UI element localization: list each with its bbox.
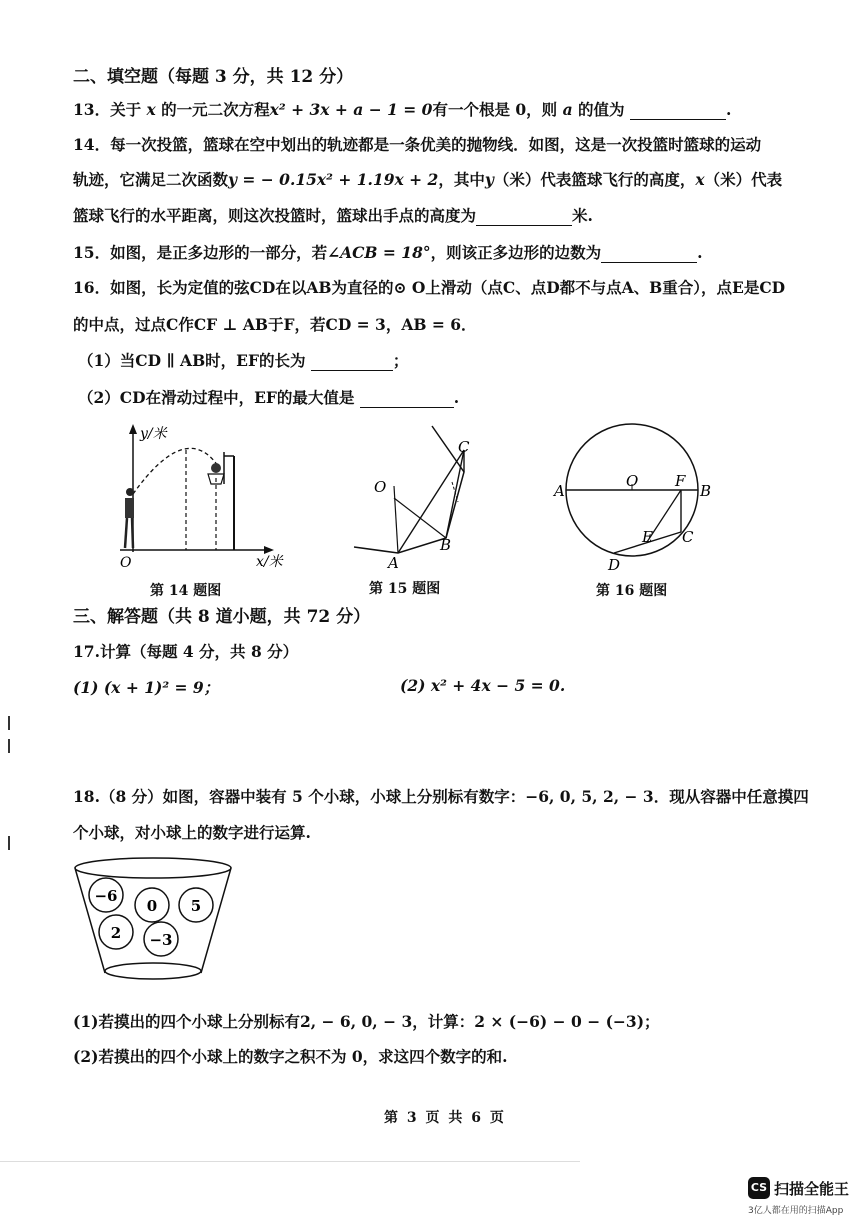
q16-sub1-blank[interactable] (311, 354, 393, 371)
section-title-solutions: 三、解答题（共 8 道小题，共 72 分） (73, 607, 371, 627)
fig16-caption: 第 16 题图 (596, 583, 668, 599)
q14-text-c: （米）代表篮球飞行的高度， (493, 170, 696, 189)
q13-text-d: 的值为 (578, 100, 625, 119)
ball-1 (89, 878, 123, 912)
q15-text-a: 15．如图，是正多边形的一部分，若 (73, 243, 328, 262)
q16-sub-1 (78, 349, 408, 371)
q14-function: y = − 0.15x² + 1.19x + 2 (228, 170, 439, 189)
fig15-label-O: O (374, 478, 387, 496)
q13-text-c: 有一个根是 0，则 (432, 100, 558, 119)
camscanner-name: 扫描全能王 (774, 1180, 850, 1198)
ball-4-number: 2 (110, 924, 122, 942)
q16-sub2-end: . (453, 388, 460, 407)
fig15-line-OA (394, 486, 398, 553)
q18-container-figure (70, 853, 240, 983)
camscanner-logo-icon: CS (748, 1177, 770, 1199)
fig14-player-leg-1 (125, 518, 127, 548)
q16-sub-2 (78, 386, 459, 408)
fig16-label-E: E (642, 528, 653, 546)
ball-5 (144, 922, 178, 956)
q13-answer-blank[interactable] (630, 103, 726, 120)
q14-var-y: y (484, 170, 494, 189)
fig14-x-label: x/米 (256, 554, 283, 570)
scan-edge-mark-1 (8, 716, 10, 730)
fig14-y-label: y/米 (140, 426, 167, 442)
scan-edge-mark-3 (8, 836, 10, 850)
q13-end: . (725, 100, 732, 119)
ball-4 (99, 915, 133, 949)
page-number: 第 3 页 共 6 页 (384, 1110, 506, 1126)
fig15-label-A: A (388, 554, 399, 572)
q15-end: . (697, 243, 703, 262)
fig14-y-arrow (129, 424, 137, 434)
question-13 (73, 98, 731, 120)
fig16-label-F: F (675, 472, 686, 490)
q18-line-2: 个小球，对小球上的数字进行运算. (73, 823, 311, 842)
q14-answer-blank[interactable] (476, 209, 572, 226)
q15-answer-blank[interactable] (601, 246, 697, 263)
fig16-label-D: D (608, 556, 621, 574)
fig14-caption: 第 14 题图 (150, 583, 222, 599)
fig16-label-C: C (682, 528, 694, 546)
scan-edge-mark-2 (8, 739, 10, 753)
fig14-origin: O (120, 555, 132, 571)
q16-sub1-text: （1）当CD ∥ AB时，EF的长为 (78, 351, 306, 370)
q14-text-b: ，其中 (438, 170, 485, 189)
q18-line-1: 18.（8 分）如图，容器中装有 5 个小球，小球上分别标有数字：−6, 0, 5, 2, − 3．现从容器中任意摸四 (73, 787, 809, 806)
q14-text-a: 轨迹，它满足二次函数 (73, 170, 229, 189)
q14-text-d: （米）代表 (704, 170, 783, 189)
q13-equation: x² + 3x + a − 1 = 0 (269, 100, 433, 119)
q14-line-2 (73, 168, 782, 190)
q16-line-1: 16．如图，长为定值的弦CD在以AB为直径的⊙ O上滑动（点C、点D都不与点A、B重合），点E是CD (73, 278, 786, 297)
q17-title: 17.计算（每题 4 分，共 8 分） (73, 642, 299, 661)
fig14-player-head (126, 488, 134, 496)
fig14-player-body (125, 498, 134, 518)
q14-text-e: 篮球飞行的水平距离，则这次投篮时，篮球出手点的高度为 (73, 206, 477, 225)
figure-16-circle (550, 422, 720, 582)
figure-14-basketball (100, 422, 290, 582)
question-15 (73, 241, 703, 263)
fig14-trajectory (133, 448, 218, 494)
section-title-fill-in: 二、填空题（每题 3 分，共 12 分） (73, 67, 354, 87)
q14-line-1: 14．每一次投篮，篮球在空中划出的轨迹都是一条优美的抛物线．如图，这是一次投篮时篮球的运动 (73, 135, 762, 154)
q18-part-1: (1)若摸出的四个小球上分别标有2, − 6, 0, − 3，计算：2 × (−6) − 0 − (−3)； (73, 1012, 660, 1031)
fig15-line-OB (394, 498, 446, 538)
fig15-label-C: C (458, 438, 470, 456)
q15-text-b: ，则该正多边形的边数为 (430, 243, 602, 262)
container-right-wall (201, 868, 231, 973)
fig16-label-B: B (700, 482, 712, 500)
q13-text-a: 关于 (110, 100, 142, 119)
q13-var-a: a (562, 100, 573, 119)
fig15-caption: 第 15 题图 (369, 581, 441, 597)
container-rim (75, 858, 231, 878)
q18-part-2: (2)若摸出的四个小球上的数字之积不为 0，求这四个数字的和. (73, 1047, 508, 1066)
ball-3-number: 5 (190, 897, 202, 915)
q16-line-2: 的中点，过点C作CF ⊥ AB于F，若CD = 3，AB = 6． (73, 315, 477, 334)
fig14-player-leg-2 (132, 518, 133, 548)
ball-1-number: −6 (94, 887, 118, 905)
ball-3 (179, 888, 213, 922)
fig16-label-O: O (626, 472, 639, 490)
scan-bottom-line (0, 1161, 580, 1162)
q13-text-b: 的一元二次方程 (161, 100, 270, 119)
fig16-label-A: A (554, 482, 565, 500)
q16-sub2-text: （2）CD在滑动过程中，EF的最大值是 (78, 388, 355, 407)
q17-part-1: (1) (x + 1)² = 9； (73, 678, 220, 697)
camscanner-slogan: 3亿人都在用的扫描App (748, 1206, 844, 1216)
q17-part-2: (2) x² + 4x − 5 = 0. (400, 676, 566, 695)
q16-sub1-end: ； (392, 351, 409, 370)
q14-text-f: 米. (572, 206, 593, 225)
ball-2 (135, 888, 169, 922)
fig15-label-B: B (440, 536, 452, 554)
q13-var-x: x (146, 100, 156, 119)
q15-angle: ∠ACB = 18° (327, 243, 431, 262)
fig14-x-arrow (264, 546, 274, 554)
ball-5-number: −3 (149, 931, 173, 949)
q16-sub2-blank[interactable] (360, 391, 454, 408)
container-base (105, 963, 201, 979)
q14-var-x: x (695, 170, 705, 189)
q14-line-3 (73, 204, 593, 226)
figure-15-polygon (350, 422, 480, 572)
q13-number: 13． (73, 100, 111, 119)
fig14-ball (211, 463, 221, 473)
camscanner-watermark (748, 1177, 858, 1221)
ball-2-number: 0 (146, 897, 158, 915)
